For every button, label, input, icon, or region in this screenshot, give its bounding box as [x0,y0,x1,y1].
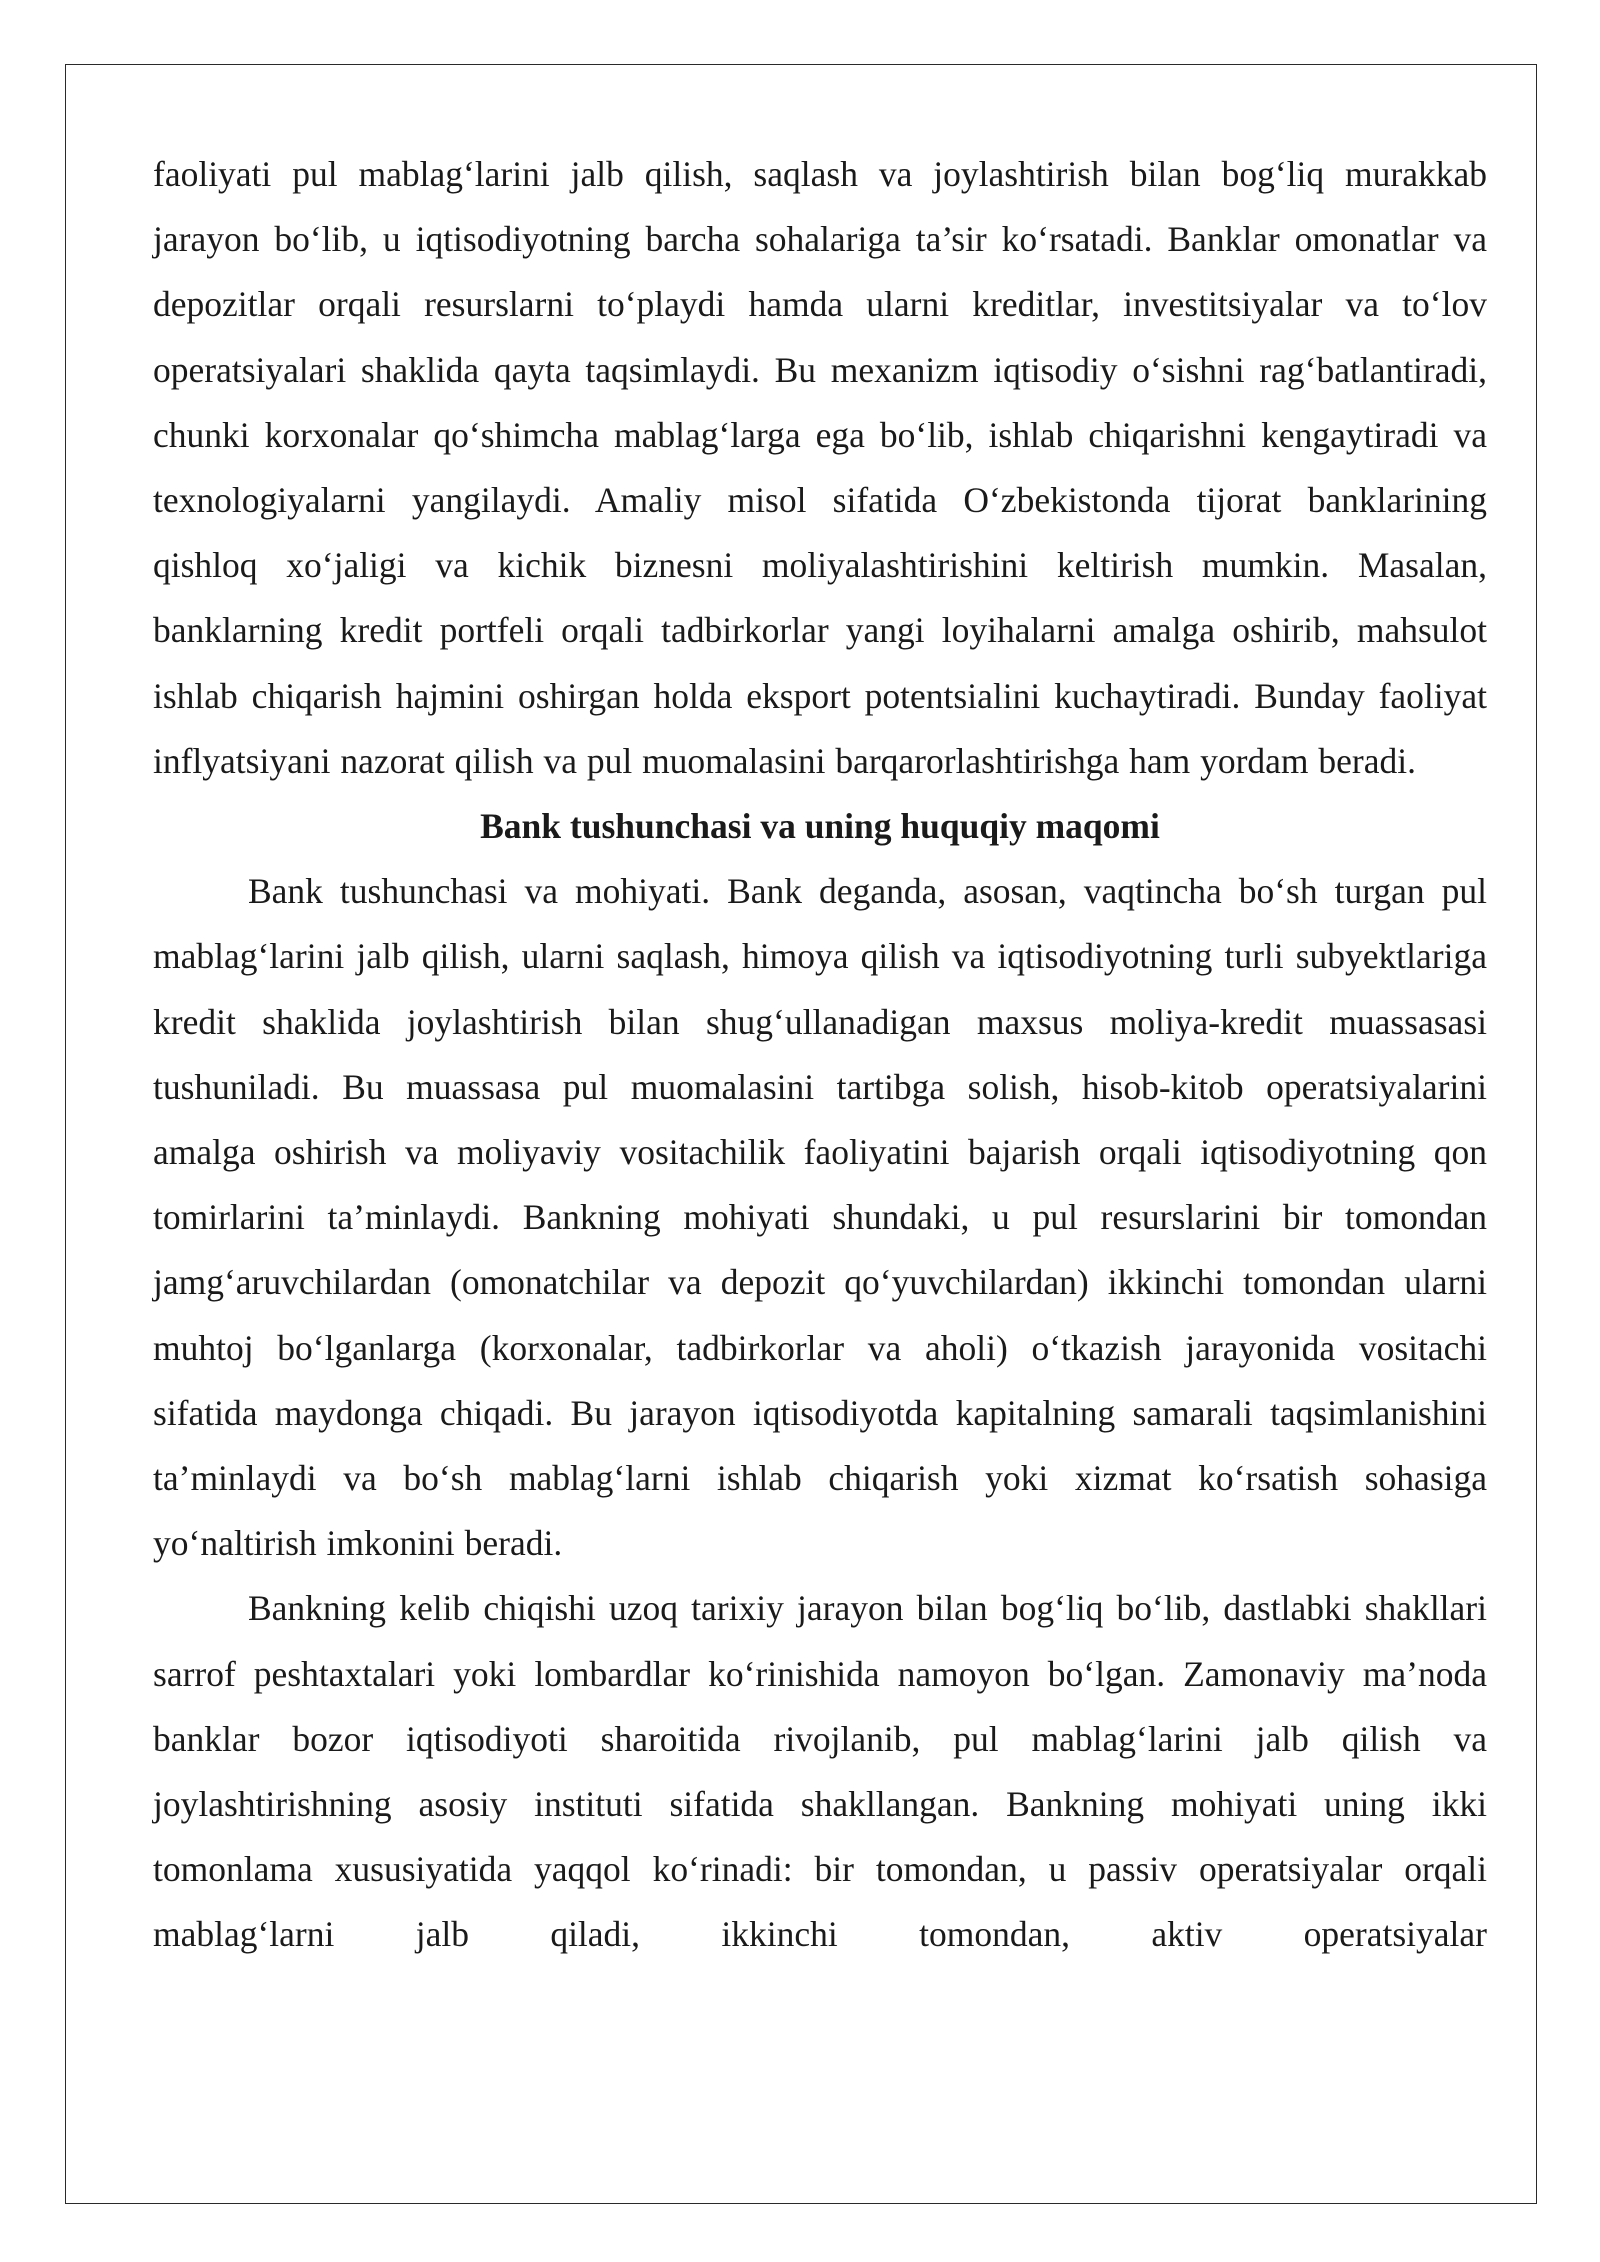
document-body [153,142,1487,1968]
section-heading: Bank tushunchasi va uning huquqiy maqomi [480,806,1160,847]
body-paragraph: faoliyati pul mablag‘larini jalb qilish, saqlash va joylashtirish bilan bog‘liq murakkab jarayon bo‘lib, u iqtisodiyotning barcha sohalariga ta’sir ko‘rsatadi. Banklar omonatlar va depozitlar orqali resurslarni to‘playdi hamda ularni kreditlar, investitsiyalar va to‘lov operatsiyalari shaklida qayta taqsimlaydi. Bu mexanizm iqtisodiy o‘sishni rag‘batlantiradi, chunki korxonalar qo‘shimcha mablag‘larga ega bo‘lib, ishlab chiqarishni kengaytiradi va texnologiyalarni yangilaydi. Amaliy misol sifatida O‘zbekistonda tijorat banklarining qishloq xo‘jaligi va kichik biznesni moliyalashtirishini keltirish mumkin. Masalan, banklarning kredit portfeli orqali tadbirkorlar yangi loyihalarni amalga oshirib, mahsulot ishlab chiqarish hajmini oshirgan holda eksport potentsialini kuchaytiradi. Bunday faoliyat inflyatsiyani nazorat qilish va pul muomalasini barqarorlashtirishga ham yordam beradi. [153,154,1487,781]
body-paragraph: Bank tushunchasi va mohiyati. Bank deganda, asosan, vaqtincha bo‘sh turgan pul mablag‘larini jalb qilish, ularni saqlash, himoya qilish va iqtisodiyotning turli subyektlariga kredit shaklida joylashtirish bilan shug‘ullanadigan maxsus moliya-kredit muassasasi tushuniladi. Bu muassasa pul muomalasini tartibga solish, hisob-kitob operatsiyalarini amalga oshirish va moliyaviy vositachilik faoliyatini bajarish orqali iqtisodiyotning qon tomirlarini ta’minlaydi. Bankning mohiyati shundaki, u pul resurslarini bir tomondan jamg‘aruvchilardan (omonatchilar va depozit qo‘yuvchilardan) ikkinchi tomondan ularni muhtoj bo‘lganlarga (korxonalar, tadbirkorlar va aholi) o‘tkazish jarayonida vositachi sifatida maydonga chiqadi. Bu jarayon iqtisodiyotda kapitalning samarali taqsimlanishini ta’minlaydi va bo‘sh mablag‘larni ishlab chiqarish yoki xizmat ko‘rsatish sohasiga yo‘naltirish imkonini beradi. [153,871,1487,1564]
body-paragraph: Bankning kelib chiqishi uzoq tarixiy jarayon bilan bog‘liq bo‘lib, dastlabki shakllari sarrof peshtaxtalari yoki lombardlar ko‘rinishida namoyon bo‘lgan. Zamonaviy ma’noda banklar bozor iqtisodiyoti sharoitida rivojlanib, pul mablag‘larini jalb qilish va joylashtirishning asosiy instituti sifatida shakllangan. Bankning mohiyati uning ikki tomonlama xususiyatida yaqqol ko‘rinadi: bir tomondan, u passiv operatsiyalar orqali mablag‘larni jalb qiladi, ikkinchi tomondan, aktiv operatsiyalar [153,1588,1487,1955]
